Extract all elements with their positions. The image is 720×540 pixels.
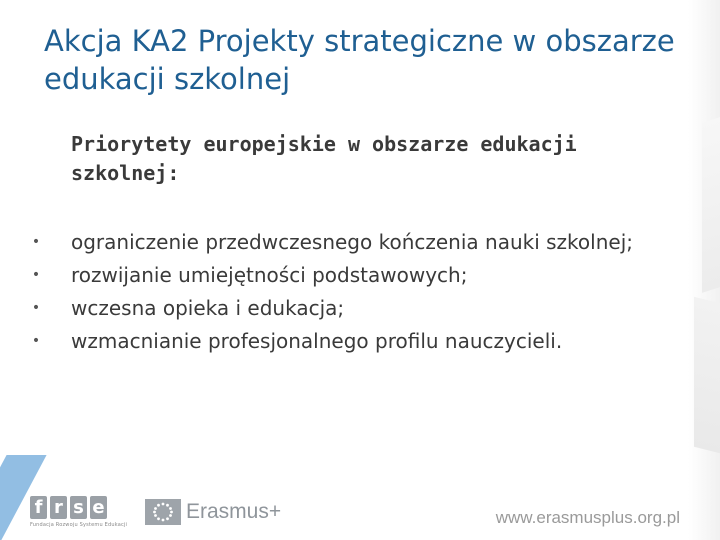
bullet-item: [26, 226, 686, 259]
right-panel-decoration: [702, 117, 720, 293]
frse-logo-subtitle: Fundacja Rozwoju Systemu Edukacji: [30, 522, 128, 528]
bullet-list: [26, 226, 686, 358]
bullet-icon: •: [31, 234, 41, 250]
frse-letter: e: [90, 496, 107, 519]
frse-letter: r: [50, 496, 67, 519]
bullet-text: rozwijanie umiejętności podstawowych;: [71, 263, 468, 287]
frse-letter: f: [30, 496, 47, 519]
bullet-text: ograniczenie przedwczesnego kończenia nauki szkolnej;: [71, 230, 633, 254]
bullet-icon: •: [31, 300, 41, 316]
slide-subtitle: Priorytety europejskie w obszarze edukacji szkolnej:: [71, 132, 577, 185]
erasmus-plus-label: Erasmus+: [186, 500, 282, 523]
frse-logo-letters: [30, 496, 110, 519]
bullet-item: [26, 292, 686, 325]
bullet-icon: •: [31, 267, 41, 283]
frse-logo: [30, 496, 128, 530]
bullet-item: [26, 325, 686, 358]
bullet-text: wzmacnianie profesjonalnego profilu nauczycieli.: [71, 329, 563, 353]
slide-title: Akcja KA2 Projekty strategiczne w obszarze edukacji szkolnej: [44, 24, 675, 96]
right-panel-decoration: [694, 297, 720, 453]
erasmus-plus-logo: [145, 498, 281, 526]
eu-flag-icon: [145, 499, 181, 525]
frse-letter: s: [70, 496, 87, 519]
bullet-icon: •: [31, 333, 41, 349]
bullet-text: wczesna opieka i edukacja;: [71, 296, 345, 320]
bullet-item: [26, 259, 686, 292]
website-link[interactable]: www.erasmusplus.org.pl: [495, 508, 680, 527]
